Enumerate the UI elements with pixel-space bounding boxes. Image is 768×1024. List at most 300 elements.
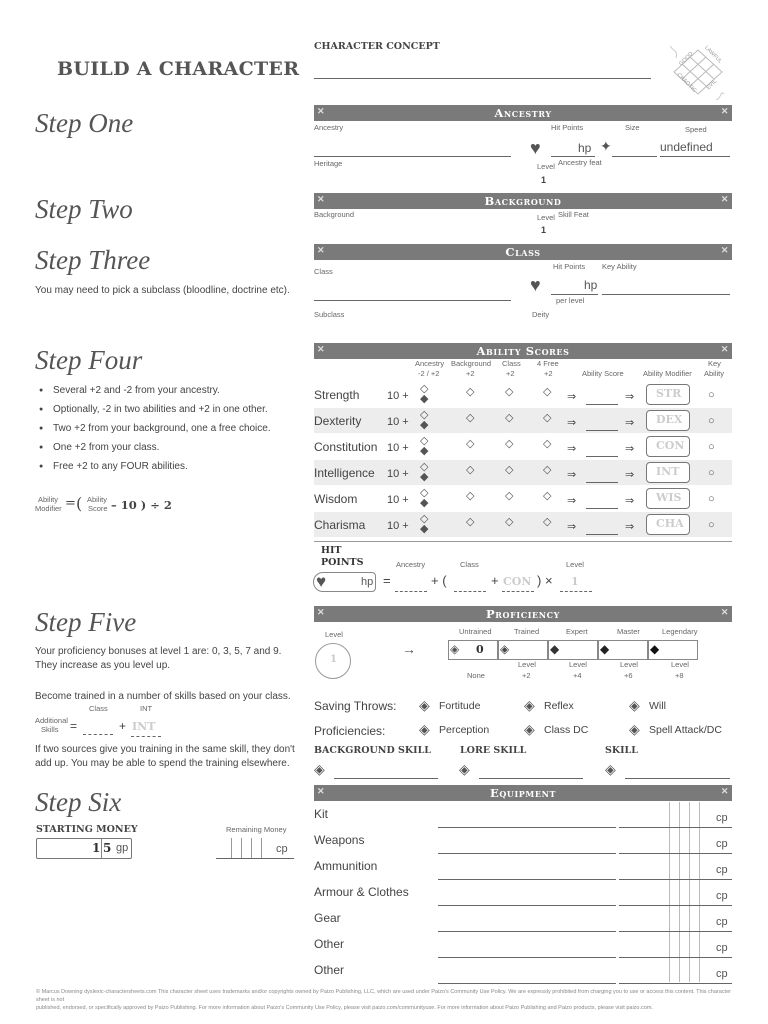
size-field[interactable] xyxy=(612,156,657,157)
heart-icon: ♥ xyxy=(530,138,541,158)
ability-name: Charisma xyxy=(314,518,366,532)
corner-ornament-icon: ✕ xyxy=(317,787,326,797)
ability-abbr: WIS xyxy=(656,491,682,504)
per-level-label: per level xyxy=(556,296,585,305)
hp-level-field[interactable] xyxy=(560,591,592,592)
addl-top: Additional xyxy=(35,716,68,725)
size-label: Size xyxy=(625,123,640,132)
boost-diamond-icon[interactable]: ◇ xyxy=(543,412,552,424)
boost-diamond-icon[interactable]: ◇ xyxy=(505,412,514,424)
equipment-row xyxy=(314,932,732,958)
background-level-value: 1 xyxy=(541,225,547,235)
ancestry-level-label: Level xyxy=(537,162,555,171)
boost-diamond-icon[interactable]: ◇ ◆ xyxy=(420,383,429,405)
background-skill-field[interactable] xyxy=(334,778,438,779)
ancestry-level-value: 1 xyxy=(541,175,547,185)
step-four-list xyxy=(35,381,305,476)
corner-ornament-icon: ✕ xyxy=(720,787,729,797)
hp-con-field[interactable] xyxy=(502,591,534,592)
ancestry-field[interactable] xyxy=(314,156,511,157)
corner-ornament-icon: ✕ xyxy=(720,107,729,117)
prof-level-word: Level xyxy=(569,660,587,669)
prof-master-label: Master xyxy=(617,627,640,636)
boost-diamond-icon[interactable]: ◇ xyxy=(543,386,552,398)
boost-diamond-icon[interactable]: ◇ xyxy=(543,438,552,450)
equipment-label: Kit xyxy=(314,807,329,821)
ability-name: Constitution xyxy=(314,440,378,454)
prof-none: None xyxy=(467,671,485,680)
heritage-label: Heritage xyxy=(314,159,343,168)
diamond-four-icon: ◆ xyxy=(650,642,660,656)
money-tick xyxy=(261,838,262,858)
ancestry-bar-title: Ancestry xyxy=(494,106,552,120)
corner-ornament-icon: ✕ xyxy=(720,195,729,205)
step-four-heading: Step Four xyxy=(35,345,143,375)
col-modifier: Ability Modifier xyxy=(643,369,692,378)
money-tens: 1 xyxy=(92,841,101,855)
col-ancestry: Ancestry xyxy=(415,359,445,368)
step-three-note: You may need to pick a subclass (bloodline, doctrine etc). xyxy=(35,285,290,296)
divider xyxy=(314,541,732,542)
addl-class-field[interactable] xyxy=(83,734,113,735)
proficiencies-label: Proficiencies: xyxy=(314,724,386,738)
corner-ornament-icon: ✕ xyxy=(720,608,729,618)
ability-row-wis xyxy=(314,487,732,513)
formula-rest: – 10 ) ÷ 2 xyxy=(111,498,172,512)
equipment-label: Ammunition xyxy=(314,859,378,873)
remaining-money-field[interactable] xyxy=(216,838,294,859)
background-bar xyxy=(314,193,732,209)
starting-money-field[interactable] xyxy=(36,838,132,859)
starting-money-label: STARTING MONEY xyxy=(36,824,138,835)
step-three-heading: Step Three xyxy=(35,245,151,275)
proficiency-bar-title: Proficiency xyxy=(486,607,560,621)
spell-attack-label: Spell Attack/DC xyxy=(649,724,722,736)
formula-eq: = xyxy=(65,496,76,511)
hit-points-title xyxy=(321,545,363,569)
key-ability-radio[interactable]: ○ xyxy=(708,467,715,479)
col-background-sub: +2 xyxy=(466,369,475,378)
align-good: GOOD xyxy=(678,50,695,68)
background-skill-label: BACKGROUND SKILL xyxy=(314,745,431,756)
cp-unit: cp xyxy=(716,890,728,902)
prof-diamond-icon[interactable]: ◈ xyxy=(524,697,535,713)
ability-base: 10 + xyxy=(387,520,409,532)
addl-int-value: INT xyxy=(132,720,156,733)
ability-base: 10 + xyxy=(387,442,409,454)
equipment-label: Gear xyxy=(314,911,341,925)
corner-ornament-icon: ✕ xyxy=(317,195,326,205)
step-five-note1: Your proficiency bonuses at level 1 are: 0, 3, 5, 7 and 9. They increase as you level up. xyxy=(35,646,282,671)
equipment-label: Other xyxy=(314,937,345,951)
cp-unit: cp xyxy=(716,812,728,824)
ability-base: 10 + xyxy=(387,416,409,428)
cp-unit: cp xyxy=(716,942,728,954)
prof-trained-label: Trained xyxy=(514,627,540,636)
diamond-two-icon: ◆ xyxy=(550,642,560,656)
page-title: BUILD A CHARACTER xyxy=(57,58,300,80)
lore-skill-field[interactable] xyxy=(479,778,583,779)
prof-level-circle[interactable] xyxy=(315,643,351,679)
equipment-row xyxy=(314,802,732,828)
hp-class-field[interactable] xyxy=(454,591,486,592)
boost-diamond-icon[interactable]: ◇ xyxy=(466,464,475,476)
cp-unit: cp xyxy=(716,968,728,980)
prof-level-label: Level xyxy=(325,630,343,639)
ability-name: Dexterity xyxy=(314,414,362,428)
corner-ornament-icon: ✕ xyxy=(317,608,326,618)
prof-level-word: Level xyxy=(620,660,638,669)
equipment-cost-field[interactable] xyxy=(619,983,732,984)
formula-ability-top: Ability xyxy=(38,495,59,504)
ability-modifier-field[interactable] xyxy=(646,488,690,509)
corner-ornament-icon: ✕ xyxy=(317,107,326,117)
speed-label: Speed xyxy=(685,125,707,134)
boost-diamond-icon[interactable]: ◇ xyxy=(466,412,475,424)
equipment-row xyxy=(314,854,732,880)
prof-diamond-icon[interactable]: ◈ xyxy=(314,761,325,777)
ability-base: 10 + xyxy=(387,390,409,402)
addl-int-label: INT xyxy=(140,704,153,713)
arrow-icon: ⇒ xyxy=(567,469,577,481)
boost-diamond-icon[interactable]: ◇ xyxy=(466,516,475,528)
ability-abbr: DEX xyxy=(656,413,683,426)
ability-modifier-field[interactable] xyxy=(646,384,690,405)
hp-level-label: Level xyxy=(566,560,584,569)
prof-diamond-icon[interactable]: ◈ xyxy=(629,721,640,737)
equipment-label: Armour & Clothes xyxy=(314,885,409,899)
ability-abbr: INT xyxy=(656,465,680,478)
cp-unit: cp xyxy=(716,916,728,928)
boost-diamond-icon[interactable]: ◇ xyxy=(505,438,514,450)
class-hp-unit: hp xyxy=(584,278,598,292)
remaining-money-label: Remaining Money xyxy=(226,825,287,834)
boost-diamond-icon[interactable]: ◇ xyxy=(543,490,552,502)
ancestry-bar xyxy=(314,105,732,121)
alignment-grid[interactable] xyxy=(664,42,732,102)
col-key-sub: Ability xyxy=(704,369,725,378)
col-key: Key xyxy=(708,359,721,368)
background-level-label: Level xyxy=(537,213,555,222)
hit-points-title-2: POINTS xyxy=(321,557,364,568)
corner-ornament-icon: ✕ xyxy=(317,345,326,355)
equipment-label: Weapons xyxy=(314,833,365,847)
prof-legendary-label: Legendary xyxy=(662,627,698,636)
ability-row-str xyxy=(314,383,732,409)
ability-base: 10 + xyxy=(387,494,409,506)
formula-paren: ( xyxy=(76,494,83,513)
corner-ornament-icon: ✕ xyxy=(317,246,326,256)
arrow-icon: ⇒ xyxy=(625,443,635,455)
fortitude-label: Fortitude xyxy=(439,700,481,712)
ancestry-label: Ancestry xyxy=(314,123,344,132)
prof-diamond-icon[interactable]: ◈ xyxy=(419,721,430,737)
ability-row-con xyxy=(314,435,732,461)
skill-label: SKILL xyxy=(605,745,638,756)
heart-icon: ♥ xyxy=(530,275,541,295)
key-ability-radio[interactable]: ○ xyxy=(708,493,715,505)
hp-ancestry-field[interactable] xyxy=(395,591,427,592)
footer-line-2: published, endorsed, or specifically approved by Paizo Publishing. For more information about Paizo's Community Use Policy, please visit paizo.com/communityuse. For more information about Paizo Publishing and Paizo products, please visit paizo.com. xyxy=(36,1005,653,1011)
addl-eq: = xyxy=(70,719,78,733)
cp-unit: cp xyxy=(716,864,728,876)
equipment-bar xyxy=(314,785,732,801)
boost-diamond-icon[interactable]: ◇ xyxy=(505,386,514,398)
step-two-heading: Step Two xyxy=(35,194,133,224)
prof-level-value: 1 xyxy=(330,654,337,665)
hp-eq: = xyxy=(383,573,391,588)
boost-diamond-icon[interactable]: ◇ xyxy=(466,490,475,502)
ancestry-hp-label: Hit Points xyxy=(551,123,584,132)
subclass-label: Subclass xyxy=(314,310,345,319)
list-item: ● Two +2 from your background, one a free choice. xyxy=(35,419,305,438)
key-ability-label: Key Ability xyxy=(602,262,637,271)
align-chaotic: CHAOTIC xyxy=(675,72,698,94)
ability-row-int xyxy=(314,461,732,487)
prof-untrained-value: 0 xyxy=(476,643,484,656)
ability-modifier-field[interactable] xyxy=(646,462,690,483)
prof-diamond-icon[interactable]: ◈ xyxy=(459,761,470,777)
prof-master-box[interactable] xyxy=(598,640,648,660)
arrow-icon: ⇒ xyxy=(567,417,577,429)
skill-feat-label: Skill Feat xyxy=(558,210,589,219)
arrow-icon: ⇒ xyxy=(567,521,577,533)
hit-points-title-1: HIT xyxy=(321,545,342,556)
list-item: ● Optionally, -2 in two abilities and +2 in one other. xyxy=(35,400,305,419)
size-figure-icon: ✦ xyxy=(600,138,612,154)
step-six-heading: Step Six xyxy=(35,787,122,817)
money-tick xyxy=(241,838,242,858)
prof-expert-box[interactable] xyxy=(548,640,598,660)
equipment-list xyxy=(314,802,732,984)
col-ancestry-sub: -2 / +2 xyxy=(418,369,440,378)
class-bar-title: Class xyxy=(505,245,541,259)
hit-points-total-field[interactable] xyxy=(313,572,376,592)
class-field[interactable] xyxy=(314,300,511,301)
addl-plus: + xyxy=(119,719,127,733)
concept-label: CHARACTER CONCEPT xyxy=(314,41,440,52)
key-ability-radio[interactable]: ○ xyxy=(708,389,715,401)
ability-modifier-field[interactable] xyxy=(646,514,690,535)
arrow-icon: ⇒ xyxy=(625,417,635,429)
money-tick xyxy=(251,838,252,858)
boost-diamond-icon[interactable]: ◇ ◆ xyxy=(420,461,429,483)
footer-line-1: © Marcus Downing dyslexic-charactersheets.com This character sheet uses trademarks and/or copyrights owned by Paizo Publishing, LLC, which are used under Paizo's Community Use Policy. We are expressly prohibited from charging you to use or access this content. This character sheet is not xyxy=(36,989,731,1003)
boost-diamond-icon[interactable]: ◇ ◆ xyxy=(420,513,429,535)
cp-unit: cp xyxy=(716,838,728,850)
key-ability-radio[interactable]: ○ xyxy=(708,519,715,531)
background-label: Background xyxy=(314,210,355,219)
background-bar-title: Background xyxy=(484,194,562,208)
step-five-note3: If two sources give you training in the same skill, they don't add up. You may be able to spend the training elsewhere. xyxy=(35,744,295,769)
col-background: Background xyxy=(451,359,492,368)
speed-value: undefined xyxy=(660,140,713,154)
col-free-sub: +2 xyxy=(544,369,553,378)
ancestry-feat-label: Ancestry feat xyxy=(558,158,602,167)
money-unit: gp xyxy=(116,842,129,854)
will-label: Will xyxy=(649,700,666,712)
arrow-icon: ⇒ xyxy=(625,469,635,481)
hp-plus: + xyxy=(491,573,499,588)
prof-untrained-label: Untrained xyxy=(459,627,492,636)
ability-score-field[interactable] xyxy=(586,508,618,509)
ability-abbr: CHA xyxy=(656,517,684,530)
ability-row-cha xyxy=(314,513,732,539)
arrow-icon: ⇒ xyxy=(567,391,577,403)
equipment-row xyxy=(314,958,732,984)
list-item: ● Several +2 and -2 from your ancestry. xyxy=(35,381,305,400)
prof-plus8: +8 xyxy=(675,671,684,680)
ancestry-hp-field[interactable] xyxy=(551,156,595,157)
prof-plus2: +2 xyxy=(522,671,531,680)
step-five-note2: Become trained in a number of skills based on your class. xyxy=(35,691,291,702)
remaining-unit: cp xyxy=(276,843,288,855)
ability-name: Strength xyxy=(314,388,360,402)
class-dc-label: Class DC xyxy=(544,724,589,736)
prof-level-word: Level xyxy=(671,660,689,669)
ability-row-dex xyxy=(314,409,732,435)
equipment-field[interactable] xyxy=(438,983,616,984)
step-one-heading: Step One xyxy=(35,108,134,138)
hp-con-value: CON xyxy=(503,575,532,588)
boost-diamond-icon[interactable]: ◇ xyxy=(543,516,552,528)
additional-skills-formula xyxy=(35,704,235,742)
reflex-label: Reflex xyxy=(544,700,574,712)
prof-expert-label: Expert xyxy=(566,627,588,636)
boost-diamond-icon[interactable]: ◇ xyxy=(505,516,514,528)
alignment-diamond-icon xyxy=(664,42,732,102)
money-tick xyxy=(231,838,232,858)
corner-ornament-icon: ✕ xyxy=(720,345,729,355)
hp-unit: hp xyxy=(361,576,374,588)
formula-score-top: Ability xyxy=(87,495,108,504)
col-free: 4 Free xyxy=(537,359,559,368)
prof-level-word: Level xyxy=(518,660,536,669)
hp-plus-paren: + ( xyxy=(431,573,447,588)
ability-score-field[interactable] xyxy=(586,430,618,431)
arrow-icon: ⇒ xyxy=(625,521,635,533)
col-class: Class xyxy=(502,359,521,368)
concept-field[interactable] xyxy=(314,78,651,79)
ability-score-field[interactable] xyxy=(586,456,618,457)
ability-modifier-field[interactable] xyxy=(646,436,690,457)
boost-diamond-icon[interactable]: ◇ ◆ xyxy=(420,435,429,457)
addl-class-label: Class xyxy=(89,704,108,713)
arrow-icon: → xyxy=(402,641,416,657)
corner-ornament-icon: ✕ xyxy=(720,246,729,256)
ability-base: 10 + xyxy=(387,468,409,480)
ability-score-field[interactable] xyxy=(586,482,618,483)
prof-diamond-icon[interactable]: ◈ xyxy=(419,697,430,713)
formula-modifier: Modifier xyxy=(35,504,62,513)
class-bar xyxy=(314,244,732,260)
equipment-row xyxy=(314,828,732,854)
footer xyxy=(36,988,736,1012)
equipment-row xyxy=(314,880,732,906)
prof-diamond-icon[interactable]: ◈ xyxy=(524,721,535,737)
boost-diamond-icon[interactable]: ◇ ◆ xyxy=(420,409,429,431)
ability-abbr: STR xyxy=(656,387,682,400)
prof-legendary-box[interactable] xyxy=(648,640,698,660)
ability-abbr: CON xyxy=(656,439,685,452)
boost-diamond-icon[interactable]: ◇ xyxy=(466,438,475,450)
ability-score-field[interactable] xyxy=(586,534,618,535)
ability-scores-bar xyxy=(314,343,732,359)
prof-diamond-icon[interactable]: ◈ xyxy=(629,697,640,713)
equipment-row xyxy=(314,906,732,932)
prof-plus4: +4 xyxy=(573,671,582,680)
class-hp-label: Hit Points xyxy=(553,262,586,271)
formula-score-bottom: Score xyxy=(88,504,108,513)
list-item: ● Free +2 to any FOUR abilities. xyxy=(35,457,305,476)
boost-diamond-icon[interactable]: ◇ xyxy=(505,490,514,502)
col-score: Ability Score xyxy=(582,369,624,378)
addl-int-field[interactable] xyxy=(131,736,161,737)
key-ability-radio[interactable]: ○ xyxy=(708,415,715,427)
ability-name: Intelligence xyxy=(314,466,375,480)
boost-diamond-icon[interactable]: ◇ ◆ xyxy=(420,487,429,509)
boost-diamond-icon[interactable]: ◇ xyxy=(466,386,475,398)
speed-field[interactable] xyxy=(660,156,730,157)
key-ability-radio[interactable]: ○ xyxy=(708,441,715,453)
hp-times: ) × xyxy=(537,573,553,588)
skill-field[interactable] xyxy=(625,778,730,779)
money-divider xyxy=(101,839,102,858)
prof-plus6: +6 xyxy=(624,671,633,680)
hp-ancestry-label: Ancestry xyxy=(396,560,426,569)
ability-scores-bar-title: Ability Scores xyxy=(476,344,570,358)
equipment-label: Other xyxy=(314,963,345,977)
prof-trained-box[interactable] xyxy=(498,640,548,660)
perception-label: Perception xyxy=(439,724,490,736)
money-ones: 5 xyxy=(103,841,112,855)
boost-diamond-icon[interactable]: ◇ xyxy=(505,464,514,476)
heart-icon: ♥ xyxy=(316,572,327,591)
list-item: ● One +2 from your class. xyxy=(35,438,305,457)
key-ability-field[interactable] xyxy=(602,294,730,295)
diamond-three-icon: ◆ xyxy=(600,642,610,656)
prof-diamond-icon[interactable]: ◈ xyxy=(605,761,616,777)
proficiency-bar xyxy=(314,606,732,622)
saving-throws-label: Saving Throws: xyxy=(314,699,397,713)
col-class-sub: +2 xyxy=(506,369,515,378)
align-lawful: LAWFUL xyxy=(703,45,723,65)
lore-skill-label: LORE SKILL xyxy=(460,745,527,756)
prof-untrained-box[interactable] xyxy=(448,640,498,660)
step-five-heading: Step Five xyxy=(35,607,137,637)
ability-modifier-field[interactable] xyxy=(646,410,690,431)
diamond-one-icon: ◈ xyxy=(500,642,510,656)
arrow-icon: ⇒ xyxy=(625,495,635,507)
hp-level-value: 1 xyxy=(571,575,579,588)
deity-label: Deity xyxy=(532,310,550,319)
ability-score-field[interactable] xyxy=(586,404,618,405)
arrow-icon: ⇒ xyxy=(625,391,635,403)
arrow-icon: ⇒ xyxy=(567,443,577,455)
boost-diamond-icon[interactable]: ◇ xyxy=(543,464,552,476)
class-hp-field[interactable] xyxy=(551,294,598,295)
class-label: Class xyxy=(314,267,333,276)
empty-diamond-icon: ◈ xyxy=(450,642,460,656)
ancestry-hp-unit: hp xyxy=(578,141,592,155)
addl-bottom: Skills xyxy=(41,725,59,734)
arrow-icon: ⇒ xyxy=(567,495,577,507)
modifier-formula xyxy=(35,494,295,520)
hp-class-label: Class xyxy=(460,560,479,569)
equipment-bar-title: Equipment xyxy=(489,786,557,800)
ability-name: Wisdom xyxy=(314,492,358,506)
align-evil: EVIL xyxy=(705,78,719,92)
